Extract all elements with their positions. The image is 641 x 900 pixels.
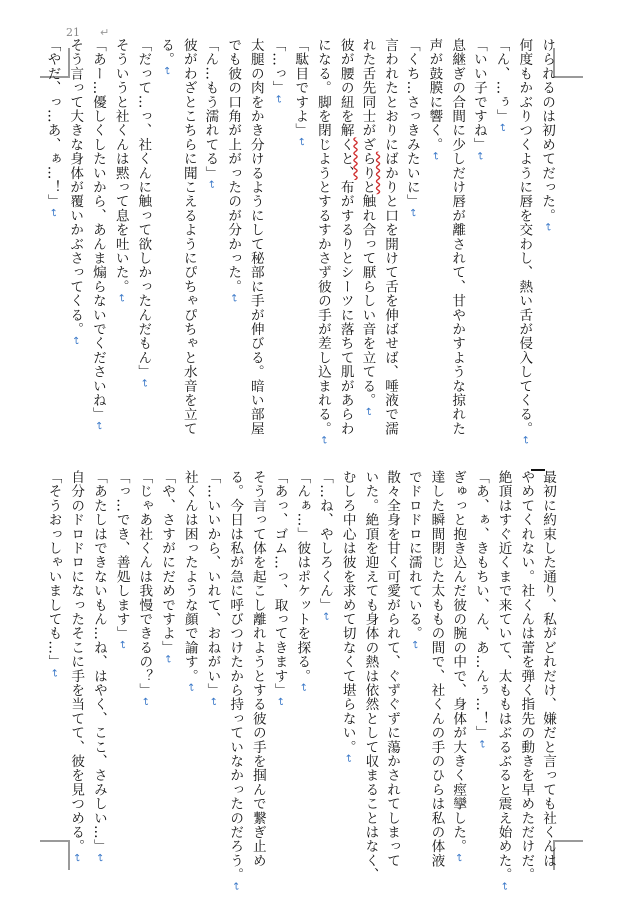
paragraph-mark-icon: ↩ — [139, 697, 151, 707]
text-line: 「あ、ぁ、きもちい、ん、あ…んぅ…！」↩ — [472, 470, 489, 749]
upper-text-block[interactable] — [44, 38, 558, 445]
paragraph-mark-icon: ↩ — [406, 208, 418, 218]
spellcheck-flagged-word[interactable]: ばかり — [382, 151, 399, 195]
text-line: 「あっ、ゴム…っ、取ってきます」↩ — [271, 470, 288, 707]
paragraph-mark-icon: ↩ — [429, 151, 441, 161]
paragraph-mark-icon: ↩ — [319, 612, 331, 621]
text-line: 息継ぎの合間に少しだけ唇が離されて、甘やかすような掠れた — [449, 38, 466, 436]
text-line: る。今日は私が急に呼びつけたから持っていなかったのだろう。↩ — [227, 470, 244, 891]
paragraph-mark-icon: ↩ — [274, 697, 286, 707]
text-line: 社くんは困ったような顔で諭す。↩ — [181, 470, 198, 692]
paragraph-mark-icon: ↩ — [116, 640, 128, 650]
paragraph-mark-icon: ↩ — [475, 739, 487, 749]
paragraph-mark-icon: ↩ — [295, 137, 307, 147]
text-line: 彼がわざとこちらに聞こえるようにぴちゃぴちゃと水音を立て — [180, 38, 197, 436]
text-line: 絶頂はすぐ近くまで来ていて、太ももはぶるぶると震え始めた。↩ — [495, 470, 512, 891]
paragraph-mark-icon: ↩ — [317, 435, 329, 445]
paragraph-mark-icon: ↩ — [230, 881, 242, 891]
text-line: でも彼の口角が上がったのが分かった。↩ — [225, 38, 242, 303]
paragraph-mark-icon: ↩ — [519, 435, 531, 445]
paragraph-mark-icon: ↩ — [228, 293, 240, 303]
paragraph-mark-icon: ↩ — [93, 853, 105, 863]
paragraph-mark-icon: ↩ — [47, 208, 59, 218]
text-line: そういうと社くんは黙って息を吐いた。↩ — [112, 38, 129, 303]
paragraph-mark-icon: ↩ — [542, 222, 553, 232]
paragraph-mark-icon: ↩ — [71, 853, 83, 863]
text-line: いた。絶頂を迎えても身体の熱は依然として収まることはなく、 — [362, 470, 379, 882]
paragraph-mark-icon: ↩ — [453, 853, 465, 863]
lower-text-block[interactable] — [45, 470, 558, 891]
text-line: 「んぁ…」彼はポケットを探る。↩ — [294, 470, 311, 692]
paragraph-mark-icon: ↩ — [184, 683, 196, 692]
paragraph-mark-icon: ↩ — [162, 654, 174, 664]
text-line: 彼が腰の紐を解くと、布がするりとシーツに落ちて肌があらわ — [337, 38, 354, 436]
text-run: と口を開けて舌を伸ばせば、唾液で濡 — [382, 194, 399, 436]
paragraph-mark-icon: ↩ — [161, 66, 173, 76]
paragraph-mark-icon: ↩ — [70, 336, 82, 346]
text-line: 「あたしはできないもん…ね、はやく、ここ、さみしい…」↩ — [90, 470, 107, 863]
text-line: そう言って大きな身体が覆いかぶさってくる。↩ — [67, 38, 84, 346]
text-line: そう言って体を起こし離れようとする彼の手を掴んで繋ぎ止め — [249, 470, 266, 868]
text-line: 声が鼓膜に響く。↩ — [426, 38, 443, 161]
text-line: 「ん、…ぅ」↩ — [493, 38, 510, 133]
paragraph-mark-icon: ↩ — [408, 640, 420, 650]
text-line: 最初に約束した通り、私がどれだけ、嫌だと言っても社くんは — [540, 470, 556, 868]
text-line: ぎゅっと抱き込んだ彼の腕の中で、身体が大きく痙攣した。↩ — [450, 470, 467, 863]
spellcheck-flagged-word[interactable]: ざらり — [359, 137, 376, 181]
paragraph-mark-icon: ↩ — [498, 881, 510, 891]
text-run: と触れ合って厭らしい音を立てる。 — [359, 180, 376, 408]
text-line: 「くち…さっきみたいに」↩ — [403, 38, 420, 218]
text-line: 「やだ、っ…あ、ぁ…！」↩ — [44, 38, 61, 218]
text-line: やめてくれない。社くんは蕾を弾く指先の動きを早めただけだ。 — [518, 470, 535, 882]
paragraph-mark-icon: ↩ — [342, 754, 354, 763]
text-line: 「じゃあ社くんは我慢できるの？」↩ — [136, 470, 153, 707]
text-line: 「いい子ですね」↩ — [470, 38, 487, 161]
paragraph-mark-icon: ↩ — [496, 123, 508, 133]
paragraph-mark-icon: ↩ — [362, 407, 374, 417]
paragraph-mark-icon: ↩ — [272, 94, 284, 104]
text-line — [378, 38, 400, 436]
text-run: れた舌先同士が — [359, 38, 376, 138]
text-line: 「…ね、やしろくん」↩ — [316, 470, 333, 621]
paragraph-mark-icon: ↩ — [115, 293, 127, 303]
text-line: 何度もかぶりつくように唇を交わし、熱い舌が侵入してくる。↩ — [516, 38, 533, 445]
text-line: 「っ…でき、善処します」↩ — [113, 470, 130, 650]
text-line: 自分のドロドロになったそこに手を当てて、彼を見つめる。↩ — [68, 470, 85, 863]
paragraph-mark-icon: ↩ — [297, 683, 309, 692]
paragraph-mark-icon: ↩ — [473, 151, 485, 161]
text-line — [356, 38, 379, 424]
text-line: 「や、さすがにだめですよ」↩ — [159, 470, 176, 664]
text-line: でドロドロに濡れている。↩ — [405, 470, 422, 650]
paragraph-mark-icon: ↩ — [138, 378, 150, 388]
text-line: むしろ中心は彼を求めて切なくて堪らない。↩ — [339, 470, 356, 763]
text-line: 達した瞬間閉じた太ももの間で、社くんの手のひらは私の体液 — [428, 470, 445, 868]
text-line: 「…っ」↩ — [269, 38, 286, 104]
page-number: 21 — [66, 26, 80, 39]
text-line: 太腿の肉をかき分けるようにして秘部に手が伸びる。暗い部屋 — [247, 38, 264, 436]
text-run: 言われたとおりに — [382, 38, 399, 152]
header-paragraph-mark: ↵ — [100, 26, 110, 39]
paragraph-mark-icon: ↩ — [92, 421, 104, 431]
text-line: 「あー…優しくしたいから、あんま煽らないでくださいね」↩ — [89, 38, 106, 431]
text-line: 「だって…っ、社くんに触って欲しかったんだもん」↩ — [135, 38, 152, 388]
text-line: 「そうおっしゃいましても…」↩ — [45, 470, 62, 678]
text-line: 散々全身を甘く可愛がられて、ぐずぐずに蕩かされてしまって — [384, 470, 401, 868]
text-line: 「駄目ですよ」↩ — [292, 38, 309, 147]
paragraph-mark-icon: ↩ — [48, 668, 60, 678]
text-line: 「ん…もう濡れてる」↩ — [202, 38, 219, 189]
text-line: 「…いいから、いれて、おねがい」↩ — [204, 470, 221, 707]
paragraph-mark-icon: ↩ — [205, 180, 217, 189]
text-line: けられるのは初めてだった。↩ — [539, 38, 555, 232]
text-line: る。↩ — [158, 38, 175, 76]
paragraph-mark-icon: ↩ — [207, 697, 219, 707]
text-line: になる。脚を閉じようとするすかさず彼の手が差し込まれる。↩ — [314, 38, 331, 445]
